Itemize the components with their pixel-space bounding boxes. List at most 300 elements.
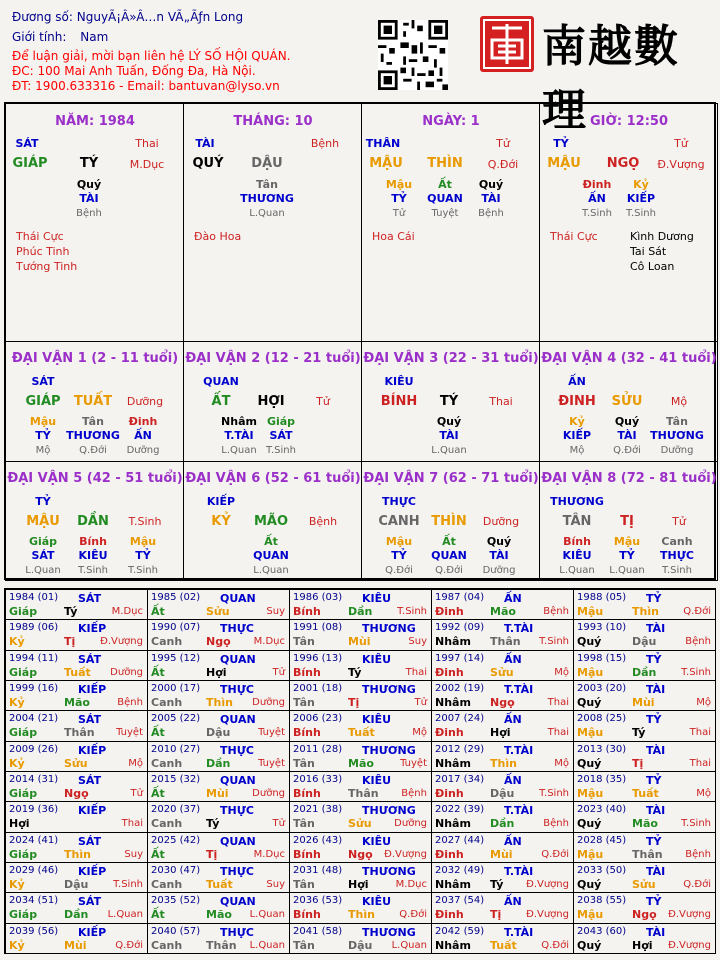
year-label: 2032 (49) xyxy=(435,865,485,876)
year-god: SÁT xyxy=(78,834,102,848)
year-label: 2043 (60) xyxy=(577,925,627,937)
year-god: TÀI xyxy=(646,804,666,818)
year-state: M.Dục xyxy=(111,606,143,617)
hidden-god: THƯƠNG xyxy=(650,429,704,442)
year-state: Mộ xyxy=(696,697,711,708)
hidden-stem: Quý xyxy=(76,178,102,191)
dai-van-cell xyxy=(183,341,362,462)
dai-van-god: KIÊU xyxy=(384,375,414,388)
year-chi: Tị xyxy=(490,908,502,922)
year-chi: Tý xyxy=(490,878,504,891)
year-cell xyxy=(147,892,290,923)
year-state: Tuyệt xyxy=(400,757,427,769)
year-can: Bính xyxy=(293,665,321,679)
hidden-god: SÁT xyxy=(31,549,55,562)
dai-van-can: ẤT xyxy=(211,394,231,409)
year-god: TỶ xyxy=(646,774,662,787)
dai-van-cell xyxy=(539,461,718,581)
pillar-god: THÂN xyxy=(365,137,401,150)
year-label: 2033 (50) xyxy=(577,865,627,876)
address-line: ĐC: 100 Mai Anh Tuấn, Đống Đa, Hà Nội. xyxy=(12,64,256,78)
year-state: Dưỡng xyxy=(252,697,285,708)
year-state: Suy xyxy=(408,636,427,648)
year-god: KIÊU xyxy=(362,895,392,909)
year-cell xyxy=(289,923,432,954)
year-state: L.Quan xyxy=(107,909,143,921)
year-can: Canh xyxy=(151,756,183,770)
hidden-god: ẤN xyxy=(588,192,606,205)
year-can: Tân xyxy=(293,635,315,649)
year-god: THỰC xyxy=(220,804,254,818)
year-cell xyxy=(573,832,716,863)
hidden-god: KIÊU xyxy=(78,549,108,562)
pillar-state-top: Tử xyxy=(496,137,510,150)
year-chi: Tuất xyxy=(632,787,659,800)
dai-van-can: TÂN xyxy=(562,514,592,529)
year-can: Mậu xyxy=(577,787,604,800)
year-cell xyxy=(573,710,716,741)
year-can: Đinh xyxy=(435,787,464,800)
year-cell xyxy=(431,741,574,772)
pillar-cell xyxy=(5,103,184,342)
year-cell xyxy=(147,741,290,772)
dai-van-god: QUAN xyxy=(203,375,239,388)
year-can: Kỷ xyxy=(9,878,25,891)
year-chi: Thân xyxy=(64,726,95,740)
star-label: Kình Dương xyxy=(630,230,694,243)
year-can: Nhâm xyxy=(435,756,471,770)
hidden-stem: Tân xyxy=(256,178,278,191)
hidden-stem: Tân xyxy=(666,415,688,428)
hidden-state: Q.Đới xyxy=(613,445,641,456)
year-cell xyxy=(5,862,148,893)
hidden-god: TỶ xyxy=(35,429,51,442)
year-chi: Dần xyxy=(64,908,89,922)
year-god: TỶ xyxy=(646,834,662,848)
year-state: Bệnh xyxy=(685,848,711,860)
year-label: 2008 (25) xyxy=(577,713,627,725)
hidden-god: QUAN xyxy=(427,192,463,205)
dai-van-chi: MÃO xyxy=(253,514,289,529)
year-cell xyxy=(5,892,148,923)
year-cell xyxy=(573,680,716,711)
year-god: THƯƠNG xyxy=(362,865,416,878)
year-god: KIẾP xyxy=(78,925,107,939)
pillar-state-top: Bệnh xyxy=(310,137,340,150)
year-chi: Hợi xyxy=(490,726,511,740)
year-chi: Thìn xyxy=(348,908,375,922)
hidden-stem: Bính xyxy=(563,535,591,548)
year-can: Mậu xyxy=(577,908,604,922)
year-god: QUAN xyxy=(220,713,256,727)
hidden-god: TỶ xyxy=(391,549,407,562)
year-chi: Dậu xyxy=(348,938,373,952)
dai-van-cell xyxy=(5,341,184,462)
hidden-state: L.Quan xyxy=(249,208,285,219)
year-chi: Tị xyxy=(64,635,76,649)
year-god: TÀI xyxy=(646,622,666,636)
year-chi: Mùi xyxy=(348,635,371,649)
year-god: ẤN xyxy=(504,713,522,727)
year-label: 2028 (45) xyxy=(577,834,627,846)
year-cell xyxy=(289,650,432,681)
hidden-state: Q.Đới xyxy=(435,565,463,576)
dai-van-state: Tử xyxy=(672,515,686,528)
year-chi: Tuất xyxy=(206,878,233,891)
pillar-god: TÀI xyxy=(195,137,215,150)
year-label: 1999 (16) xyxy=(9,683,59,694)
pillar-can: GIÁP xyxy=(12,156,48,171)
year-label: 2013 (30) xyxy=(577,743,627,755)
hidden-god: TÀI xyxy=(489,549,509,562)
year-can: Nhâm xyxy=(435,878,471,891)
year-state: Đ.Vượng xyxy=(526,879,569,890)
dai-van-cell xyxy=(361,461,540,581)
year-god: KIÊU xyxy=(362,834,392,848)
year-cell xyxy=(573,862,716,893)
year-god: THỰC xyxy=(220,683,254,696)
dai-van-god: TỶ xyxy=(35,495,51,508)
year-can: Tân xyxy=(293,938,315,952)
year-can: Tân xyxy=(293,878,315,891)
year-state: Dưỡng xyxy=(110,666,143,678)
dai-van-title: ĐẠI VẬN 6 (52 - 61 tuổi) xyxy=(185,471,361,486)
hidden-god: TỶ xyxy=(619,549,635,562)
year-god: THỰC xyxy=(220,622,254,636)
year-god: TÀI xyxy=(646,925,666,939)
year-god: SÁT xyxy=(78,652,102,666)
star-label: Thái Cực xyxy=(16,230,64,243)
pillar-chi: DẬU xyxy=(251,156,283,171)
pillar-state-top: Thai xyxy=(135,137,159,150)
year-chi: Tuất xyxy=(490,938,517,952)
hidden-state: L.Quan xyxy=(559,565,595,576)
year-can: Kỷ xyxy=(9,938,25,952)
year-state: Bệnh xyxy=(117,697,143,708)
year-chi: Tị xyxy=(632,756,644,770)
hidden-stem: Quý xyxy=(614,415,640,428)
year-god: TỶ xyxy=(646,652,662,666)
hidden-state: T.Sinh xyxy=(266,445,296,456)
hidden-state: L.Quan xyxy=(221,445,257,456)
hidden-god: THỰC xyxy=(660,549,694,562)
hidden-god: QUAN xyxy=(253,549,289,562)
year-can: Giáp xyxy=(9,665,38,679)
year-cell xyxy=(5,650,148,681)
year-god: QUAN xyxy=(220,895,256,909)
year-cell xyxy=(431,589,574,620)
year-cell xyxy=(289,741,432,772)
year-god: TỶ xyxy=(646,895,662,909)
year-chi: Mùi xyxy=(206,787,229,800)
year-god: KIẾP xyxy=(78,865,107,878)
year-god: ẤN xyxy=(504,774,522,787)
dai-van-cell xyxy=(361,341,540,462)
year-label: 2011 (28) xyxy=(293,743,343,755)
dai-van-title: ĐẠI VẬN 1 (2 - 11 tuổi) xyxy=(11,351,179,366)
year-god: QUAN xyxy=(220,774,256,787)
year-can: Kỷ xyxy=(9,756,25,770)
year-state: Bệnh xyxy=(401,788,427,799)
year-can: Quý xyxy=(577,938,602,952)
year-label: 2037 (54) xyxy=(435,895,485,907)
dai-van-chi: SỬU xyxy=(611,394,643,409)
year-label: 1989 (06) xyxy=(9,622,59,634)
hidden-stem: Giáp xyxy=(266,415,296,428)
dai-van-can: GIÁP xyxy=(25,394,61,409)
pillar-can: MẬU xyxy=(547,156,581,171)
year-cell xyxy=(147,801,290,832)
year-state: T.Sinh xyxy=(397,606,427,617)
year-chi: Sửu xyxy=(64,756,88,770)
year-label: 2019 (36) xyxy=(9,804,59,816)
year-can: Mậu xyxy=(577,665,604,679)
year-can: Mậu xyxy=(577,847,604,861)
year-cell xyxy=(5,832,148,863)
year-state: M.Dục xyxy=(395,879,427,890)
year-chi: Tý xyxy=(206,817,220,831)
year-god: T.TÀI xyxy=(504,925,534,939)
hidden-stem: Mậu xyxy=(385,178,413,191)
dai-van-cell xyxy=(183,461,362,581)
year-chi: Dần xyxy=(348,605,373,618)
year-cell xyxy=(289,619,432,650)
year-state: Tử xyxy=(130,788,143,799)
year-label: 2016 (33) xyxy=(293,774,343,785)
pillar-title: GIỜ: 12:50 xyxy=(590,114,668,129)
year-can: Ất xyxy=(151,726,165,740)
year-can: Canh xyxy=(151,635,183,649)
year-can: Canh xyxy=(151,696,183,709)
hidden-state: Bệnh xyxy=(76,208,102,219)
year-can: Nhâm xyxy=(435,696,471,709)
year-cell xyxy=(573,801,716,832)
year-cell xyxy=(431,771,574,802)
year-chi: Thìn xyxy=(490,756,517,770)
year-cell xyxy=(147,923,290,954)
year-god: THƯƠNG xyxy=(362,683,416,696)
year-god: T.TÀI xyxy=(504,865,534,878)
year-state: Thai xyxy=(405,666,427,678)
owner-name: NguyÃ¡Â»Â…n VÃ„Ãƒn Long xyxy=(76,10,244,24)
year-label: 2022 (39) xyxy=(435,804,485,816)
star-label: Hoa Cái xyxy=(372,230,415,243)
year-god: KIẾP xyxy=(78,804,107,818)
dai-van-state: Dưỡng xyxy=(126,395,164,408)
hidden-state: L.Quan xyxy=(431,445,467,456)
year-can: Giáp xyxy=(9,605,38,618)
dai-van-chi: TÝ xyxy=(439,394,459,409)
dai-van-chi: THÌN xyxy=(431,514,467,529)
year-chi: Dậu xyxy=(632,635,657,649)
year-state: Bệnh xyxy=(685,636,711,648)
year-cell xyxy=(573,650,716,681)
pillar-god: SÁT xyxy=(15,137,39,150)
year-label: 2035 (52) xyxy=(151,895,201,907)
pillar-cell xyxy=(539,103,718,342)
year-chi: Dậu xyxy=(64,878,89,891)
year-cell xyxy=(5,589,148,620)
hidden-stem: Bính xyxy=(79,535,107,548)
year-label: 2001 (18) xyxy=(293,683,343,694)
hidden-god: KIẾP xyxy=(562,429,592,442)
pillar-title: NGÀY: 1 xyxy=(422,114,480,129)
year-chi: Tý xyxy=(64,605,78,618)
year-label: 2040 (57) xyxy=(151,925,201,937)
year-god: THƯƠNG xyxy=(362,925,416,939)
year-label: 2029 (46) xyxy=(9,865,59,876)
hidden-state: Mộ xyxy=(569,445,585,456)
year-god: ẤN xyxy=(504,652,522,666)
hidden-god: TÀI xyxy=(481,192,501,205)
dai-van-god: THỰC xyxy=(382,495,416,508)
year-chi: Dậu xyxy=(206,726,231,740)
year-state: Q.Đới xyxy=(683,606,711,617)
owner-label: Đương số: xyxy=(12,10,73,24)
year-chi: Mão xyxy=(632,817,658,831)
dai-van-chi: TUẤT xyxy=(73,394,113,409)
dai-van-god: KIẾP xyxy=(206,495,236,508)
year-can: Ất xyxy=(151,787,165,800)
year-can: Ất xyxy=(151,908,165,922)
year-chi: Tị xyxy=(206,847,218,861)
year-label: 2014 (31) xyxy=(9,774,59,785)
hidden-stem: Canh xyxy=(661,535,693,548)
dai-van-state: Mộ xyxy=(670,395,688,408)
year-state: Q.Đới xyxy=(115,939,143,951)
year-cell xyxy=(5,710,148,741)
year-chi: Thân xyxy=(348,787,379,800)
year-cell xyxy=(573,619,716,650)
hidden-god: TỶ xyxy=(135,549,151,562)
year-label: 2024 (41) xyxy=(9,834,59,846)
year-can: Bính xyxy=(293,605,321,618)
year-god: TỶ xyxy=(646,592,662,605)
year-cell xyxy=(431,892,574,923)
dai-van-chi: TỊ xyxy=(620,514,634,529)
year-state: Mộ xyxy=(554,666,569,678)
year-label: 2017 (34) xyxy=(435,774,485,785)
year-label: 2026 (43) xyxy=(293,834,343,846)
year-can: Mậu xyxy=(577,605,604,618)
pillar-can: MẬU xyxy=(369,156,403,171)
year-state: Đ.Vượng xyxy=(384,848,427,860)
hidden-state: Dưỡng xyxy=(482,565,516,576)
dai-van-state: Dưỡng xyxy=(482,515,520,528)
year-label: 1994 (11) xyxy=(9,652,59,664)
year-cell xyxy=(147,680,290,711)
hidden-stem: Quý xyxy=(436,415,462,428)
year-chi: Dần xyxy=(490,817,515,831)
year-state: M.Dục xyxy=(253,636,285,648)
year-cell xyxy=(147,771,290,802)
hidden-state: L.Quan xyxy=(25,565,61,576)
year-can: Quý xyxy=(577,635,602,649)
year-chi: Ngọ xyxy=(348,847,373,861)
star-label: Đào Hoa xyxy=(194,230,242,243)
year-state: Mộ xyxy=(554,757,569,769)
year-cell xyxy=(431,619,574,650)
hidden-state: T.Sinh xyxy=(662,565,692,576)
year-label: 2038 (55) xyxy=(577,895,627,907)
hidden-stem: Mậu xyxy=(29,415,57,428)
hidden-state: Q.Đới xyxy=(385,565,413,576)
hidden-state: L.Quan xyxy=(609,565,645,576)
year-label: 2036 (53) xyxy=(293,895,343,907)
year-god: KIÊU xyxy=(362,713,392,727)
hidden-state: T.Sinh xyxy=(582,208,612,219)
year-chi: Thìn xyxy=(632,605,659,618)
year-can: Tân xyxy=(293,756,315,770)
pillar-can-state: M.Dục xyxy=(129,158,165,171)
year-can: Canh xyxy=(151,817,183,831)
hidden-state: T.Sinh xyxy=(78,565,108,576)
year-state: Tuyệt xyxy=(116,727,143,739)
dai-van-title: ĐẠI VẬN 5 (42 - 51 tuổi) xyxy=(7,471,183,486)
year-can: Quý xyxy=(577,878,602,891)
year-can: Quý xyxy=(577,817,602,831)
year-state: Tử xyxy=(272,818,285,830)
hidden-state: Dưỡng xyxy=(660,445,694,456)
year-can: Ất xyxy=(151,605,165,618)
year-chi: Dần xyxy=(632,665,657,679)
year-cell xyxy=(431,680,574,711)
year-label: 2003 (20) xyxy=(577,683,627,694)
year-cell xyxy=(573,741,716,772)
dai-van-can: KỶ xyxy=(211,514,231,529)
year-can: Nhâm xyxy=(435,635,471,649)
year-cell xyxy=(289,892,432,923)
pillar-cell xyxy=(183,103,362,342)
year-state: T.Sinh xyxy=(539,636,569,648)
year-state: Đ.Vượng xyxy=(100,636,143,648)
star-label: Thái Cực xyxy=(550,230,598,243)
year-cell xyxy=(289,680,432,711)
year-chi: Sửu xyxy=(632,878,656,891)
pillar-can-state: Đ.Vượng xyxy=(657,158,705,171)
hidden-stem: Nhâm xyxy=(221,415,257,428)
year-label: 2020 (37) xyxy=(151,804,201,816)
year-label: 2042 (59) xyxy=(435,925,485,937)
year-can: Đinh xyxy=(435,665,464,679)
year-label: 2002 (19) xyxy=(435,683,485,694)
year-state: Q.Đới xyxy=(399,909,427,921)
year-can: Hợi xyxy=(9,817,30,831)
hidden-stem: Giáp xyxy=(28,535,58,548)
year-label: 1988 (05) xyxy=(577,592,627,603)
year-cell xyxy=(147,589,290,620)
year-state: T.Sinh xyxy=(539,788,569,799)
year-state: Tử xyxy=(272,666,285,678)
year-chi: Tị xyxy=(348,696,360,709)
year-god: KIÊU xyxy=(362,652,392,666)
year-label: 2031 (48) xyxy=(293,865,343,876)
year-god: KIẾP xyxy=(78,622,107,636)
year-god: ẤN xyxy=(504,895,522,909)
year-state: Tử xyxy=(414,697,427,708)
year-can: Đinh xyxy=(435,847,464,861)
year-chi: Tuất xyxy=(348,726,375,740)
year-god: THỰC xyxy=(220,865,254,878)
year-god: QUAN xyxy=(220,592,256,605)
year-chi: Thân xyxy=(206,938,237,952)
year-state: Suy xyxy=(124,848,143,860)
dai-van-state: Thai xyxy=(489,395,513,408)
year-god: KIẾP xyxy=(78,683,107,696)
star-label: Phúc Tinh xyxy=(16,245,70,258)
year-chi: Mão xyxy=(64,696,90,709)
year-state: M.Dục xyxy=(253,848,285,860)
